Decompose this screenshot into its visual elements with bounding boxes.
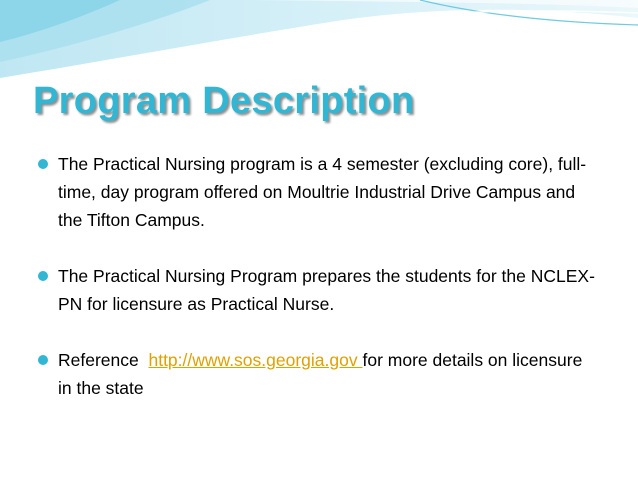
bullet-dot-icon: [38, 271, 48, 281]
bullet-text-prefix: Reference: [58, 350, 149, 370]
bullet-item: [38, 150, 598, 234]
bullet-text: The Practical Nursing program is a 4 semester (excluding core), full-time, day program offered on Moultrie Industrial Drive Campus and the Tifton Campus.: [58, 154, 587, 230]
bullet-text-suffix: for more details on licensure in the state: [58, 350, 583, 398]
bullet-dot-icon: [38, 355, 48, 365]
decorative-wave-header: [0, 0, 638, 80]
bullet-item: [38, 262, 598, 318]
bullet-dot-icon: [38, 159, 48, 169]
bullet-list: [38, 150, 598, 430]
slide-title: Program Description: [33, 80, 415, 122]
reference-link[interactable]: http://www.sos.georgia.gov: [148, 350, 363, 370]
bullet-item: [38, 346, 598, 402]
bullet-text: The Practical Nursing Program prepares the students for the NCLEX-PN for licensure as Practical Nurse.: [58, 266, 595, 314]
